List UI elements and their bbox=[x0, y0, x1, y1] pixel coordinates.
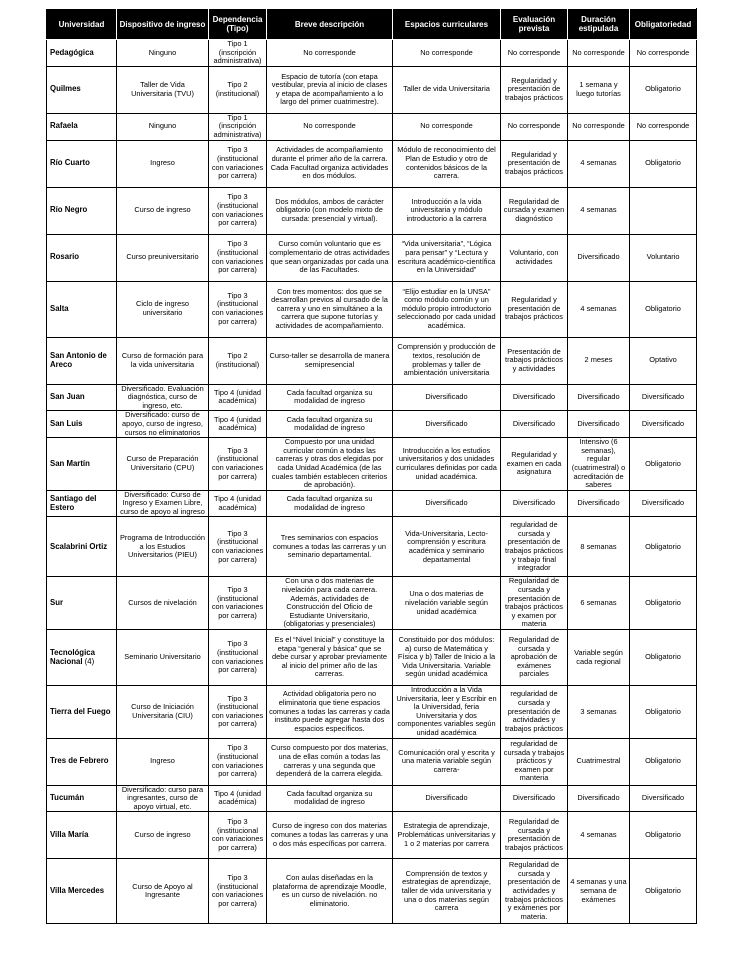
cell-dispositivo: Ingreso bbox=[117, 738, 209, 785]
cell-dependencia: Tipo 4 (unidad académica) bbox=[209, 411, 267, 438]
cell-universidad bbox=[47, 785, 117, 812]
cell-espacios: No corresponde bbox=[393, 40, 501, 67]
cell-dependencia: Tipo 4 (unidad académica) bbox=[209, 785, 267, 812]
cell-dependencia: Tipo 3 (institucional con variaciones por carrera) bbox=[209, 517, 267, 577]
header-row bbox=[47, 9, 697, 40]
table-row bbox=[47, 517, 697, 577]
cell-espacios: Vida-Universitaria, Lecto-comprensión y escritura académica y seminario departamental bbox=[393, 517, 501, 577]
table-row bbox=[47, 490, 697, 517]
cell-espacios: Constituido por dos módulos: a) curso de Matemática y Física y b) Taller de Inicio a la Vida Universitaria. Variable según unidad académica bbox=[393, 630, 501, 686]
cell-dispositivo: Curso de Apoyo al Ingresante bbox=[117, 859, 209, 924]
cell-duracion: No corresponde bbox=[568, 40, 630, 67]
table-row bbox=[47, 577, 697, 630]
cell-descripcion: Compuesto por una unidad curricular común a todas las carreras y otras dos elegidas por cada Unidad Académica (de las cuales también establecen criterios de aprobación). bbox=[267, 438, 393, 491]
header-dependencia: Dependencia (Tipo) bbox=[209, 9, 267, 40]
cell-obligatoriedad: Obligatorio bbox=[630, 517, 697, 577]
header-espacios: Espacios curriculares bbox=[393, 9, 501, 40]
cell-universidad bbox=[47, 187, 117, 234]
cell-obligatoriedad: Diversificado bbox=[630, 490, 697, 517]
cell-descripcion: Curso de ingreso con dos materias comunes a todas las carreras y una o dos más específicas por carrera. bbox=[267, 812, 393, 859]
cell-duracion: No corresponde bbox=[568, 113, 630, 140]
university-name: Sur bbox=[50, 597, 63, 607]
cell-evaluacion: Regularidad de cursada y examen diagnóstico bbox=[501, 187, 568, 234]
cell-duracion: 4 semanas bbox=[568, 281, 630, 337]
cell-descripcion: Con una o dos materias de nivelación para cada carrera. Además, actividades de Construcción del Oficio de Estudiante Universitario, (obligatorias y presenciales) bbox=[267, 577, 393, 630]
cell-obligatoriedad: Optativo bbox=[630, 337, 697, 384]
cell-duracion: Diversificado bbox=[568, 234, 630, 281]
cell-universidad bbox=[47, 577, 117, 630]
cell-universidad bbox=[47, 411, 117, 438]
cell-dispositivo: Ninguno bbox=[117, 40, 209, 67]
cell-universidad bbox=[47, 40, 117, 67]
cell-espacios: “Elijo estudiar en la UNSA” como módulo común y un módulo propio introductorio seleccionado por cada unidad académica. bbox=[393, 281, 501, 337]
cell-espacios: Una o dos materias de nivelación variable según unidad académica bbox=[393, 577, 501, 630]
cell-descripcion: Actividades de acompañamiento durante el primer año de la carrera. Cada Facultad organiza actividades en dos módulos. bbox=[267, 140, 393, 187]
cell-evaluacion: Presentación de trabajos prácticos y actividades bbox=[501, 337, 568, 384]
table-row bbox=[47, 686, 697, 739]
cell-dispositivo: Curso de Preparación Universitario (CPU) bbox=[117, 438, 209, 491]
cell-universidad bbox=[47, 384, 117, 411]
table-row bbox=[47, 438, 697, 491]
cell-descripcion: Tres seminarios con espacios comunes a todas las carreras y un seminario departamental. bbox=[267, 517, 393, 577]
cell-dependencia: Tipo 3 (institucional con variaciones por carrera) bbox=[209, 577, 267, 630]
cell-obligatoriedad: Obligatorio bbox=[630, 738, 697, 785]
cell-evaluacion: Regularidad y examen en cada asignatura bbox=[501, 438, 568, 491]
cell-dispositivo: Curso de Iniciación Universitaria (CIU) bbox=[117, 686, 209, 739]
cell-dependencia: Tipo 3 (institucional con variaciones por carrera) bbox=[209, 438, 267, 491]
cell-obligatoriedad: No corresponde bbox=[630, 113, 697, 140]
cell-duracion: Diversificado bbox=[568, 490, 630, 517]
cell-universidad bbox=[47, 859, 117, 924]
cell-dependencia: Tipo 1 (inscripción administrativa) bbox=[209, 40, 267, 67]
cell-evaluacion: Regularidad y presentación de trabajos prácticos bbox=[501, 140, 568, 187]
cell-dispositivo: Ciclo de ingreso universitario bbox=[117, 281, 209, 337]
university-name: Villa Mercedes bbox=[50, 886, 105, 896]
cell-espacios: Estrategia de aprendizaje, Problemáticas universitarias y 1 o 2 materias por carrera bbox=[393, 812, 501, 859]
cell-obligatoriedad: Voluntario bbox=[630, 234, 697, 281]
header-duracion: Duración estipulada bbox=[568, 9, 630, 40]
cell-universidad bbox=[47, 281, 117, 337]
cell-duracion: Cuatrimestral bbox=[568, 738, 630, 785]
cell-evaluacion: Regularidad de cursada y presentación de trabajos prácticos y examen por materia bbox=[501, 577, 568, 630]
cell-espacios: Diversificado bbox=[393, 384, 501, 411]
cell-dispositivo: Diversificado: curso para ingresantes, curso de apoyo virtual, etc. bbox=[117, 785, 209, 812]
header-dispositivo: Dispositivo de ingreso bbox=[117, 9, 209, 40]
cell-espacios: Comunicación oral y escrita y una materia variable según carrera- bbox=[393, 738, 501, 785]
cell-duracion: 1 semana y luego tutorías bbox=[568, 66, 630, 113]
cell-espacios: “Vida universitaria”, “Lógica para pensar” y “Lectura y escritura académico-científica en la Universidad” bbox=[393, 234, 501, 281]
header-evaluacion: Evaluación prevista bbox=[501, 9, 568, 40]
cell-universidad bbox=[47, 630, 117, 686]
table-row bbox=[47, 113, 697, 140]
cell-espacios: Diversificado bbox=[393, 785, 501, 812]
table-row bbox=[47, 40, 697, 67]
cell-descripcion: Es el “Nivel Inicial” y constituye la etapa “general y básica” que se debe cursar y aprobar previamente al inicio del primer año de las carreras. bbox=[267, 630, 393, 686]
cell-dependencia: Tipo 4 (unidad académica) bbox=[209, 490, 267, 517]
university-name: Santiago del Estero bbox=[50, 493, 97, 512]
cell-descripcion: Curso común voluntario que es complementario de otras actividades que sean organizadas por cada una de las Facultades. bbox=[267, 234, 393, 281]
cell-universidad bbox=[47, 686, 117, 739]
cell-duracion: 4 semanas bbox=[568, 812, 630, 859]
cell-evaluacion: Regularidad de cursada y aprobación de exámenes parciales bbox=[501, 630, 568, 686]
cell-dispositivo: Taller de Vida Universitaria (TVU) bbox=[117, 66, 209, 113]
cell-obligatoriedad: Obligatorio bbox=[630, 438, 697, 491]
cell-dispositivo: Diversificado. Evaluación diagnóstica, curso de ingreso, etc. bbox=[117, 384, 209, 411]
cell-universidad bbox=[47, 738, 117, 785]
cell-descripcion: Curso compuesto por dos materias, una de ellas común a todas las carreras y una segunda que dependerá de la carrera elegida. bbox=[267, 738, 393, 785]
cell-evaluacion: Regularidad y presentación de trabajos prácticos bbox=[501, 281, 568, 337]
cell-dispositivo: Programa de Introducción a los Estudios Universitarios (PIEU) bbox=[117, 517, 209, 577]
cell-obligatoriedad: Obligatorio bbox=[630, 140, 697, 187]
cell-obligatoriedad: Obligatorio bbox=[630, 281, 697, 337]
cell-descripcion: Actividad obligatoria pero no eliminatoria que tiene espacios comunes a todas las carreras y cada instituto puede agregar hasta dos espacios específicos. bbox=[267, 686, 393, 739]
cell-evaluacion: Voluntario, con actividades bbox=[501, 234, 568, 281]
cell-espacios: Diversificado bbox=[393, 411, 501, 438]
cell-dependencia: Tipo 1 (inscripción administrativa) bbox=[209, 113, 267, 140]
cell-descripcion: Cada facultad organiza su modalidad de ingreso bbox=[267, 411, 393, 438]
cell-evaluacion: Diversificado bbox=[501, 785, 568, 812]
cell-evaluacion: regularidad de cursada y presentación de actividades y trabajos prácticos bbox=[501, 686, 568, 739]
cell-duracion: 2 meses bbox=[568, 337, 630, 384]
cell-dispositivo: Ninguno bbox=[117, 113, 209, 140]
cell-dependencia: Tipo 2 (institucional) bbox=[209, 337, 267, 384]
cell-descripcion: Cada facultad organiza su modalidad de ingreso bbox=[267, 490, 393, 517]
cell-dependencia: Tipo 3 (institucional con variaciones por carrera) bbox=[209, 812, 267, 859]
cell-dispositivo: Diversificado: Curso de Ingreso y Examen Libre, curso de apoyo al ingreso bbox=[117, 490, 209, 517]
university-name: Tecnológica Nacional bbox=[50, 647, 95, 666]
university-name: Salta bbox=[50, 303, 69, 313]
cell-descripcion: Espacio de tutoría (con etapa vestibular, previa al inicio de clases y etapa de acompañamiento a lo largo del primer cuatrimestre). bbox=[267, 66, 393, 113]
university-name: San Antonio de Areco bbox=[50, 350, 107, 369]
table-row bbox=[47, 785, 697, 812]
table-row bbox=[47, 140, 697, 187]
cell-obligatoriedad bbox=[630, 187, 697, 234]
cell-obligatoriedad: Diversificado bbox=[630, 384, 697, 411]
cell-descripcion: No corresponde bbox=[267, 113, 393, 140]
university-name: San Luis bbox=[50, 418, 83, 428]
table-row bbox=[47, 812, 697, 859]
cell-obligatoriedad: Obligatorio bbox=[630, 577, 697, 630]
university-name: Río Cuarto bbox=[50, 158, 90, 168]
table-row bbox=[47, 384, 697, 411]
cell-duracion: Diversificado bbox=[568, 384, 630, 411]
cell-evaluacion: Regularidad de cursada y presentación de actividades y trabajos prácticos y exámenes por materia. bbox=[501, 859, 568, 924]
university-name: Rosario bbox=[50, 252, 80, 262]
cell-evaluacion: No corresponde bbox=[501, 113, 568, 140]
cell-dispositivo: Ingreso bbox=[117, 140, 209, 187]
cell-dispositivo: Seminario Universitario bbox=[117, 630, 209, 686]
cell-obligatoriedad: Diversificado bbox=[630, 785, 697, 812]
cell-dependencia: Tipo 3 (institucional con variaciones por carrera) bbox=[209, 187, 267, 234]
cell-duracion: 8 semanas bbox=[568, 517, 630, 577]
cell-dependencia: Tipo 3 (institucional con variaciones por carrera) bbox=[209, 738, 267, 785]
cell-obligatoriedad: No corresponde bbox=[630, 40, 697, 67]
cell-obligatoriedad: Obligatorio bbox=[630, 812, 697, 859]
cell-dispositivo: Cursos de nivelación bbox=[117, 577, 209, 630]
cell-universidad bbox=[47, 337, 117, 384]
cell-dispositivo: Curso de ingreso bbox=[117, 187, 209, 234]
cell-obligatoriedad: Obligatorio bbox=[630, 66, 697, 113]
university-name: Tucumán bbox=[50, 793, 85, 803]
cell-espacios: Taller de vida Universitaria bbox=[393, 66, 501, 113]
university-name: Rafaela bbox=[50, 121, 78, 131]
cell-evaluacion: Regularidad de cursada y presentación de trabajos prácticos bbox=[501, 812, 568, 859]
cell-descripcion: Cada facultad organiza su modalidad de ingreso bbox=[267, 384, 393, 411]
university-name: Río Negro bbox=[50, 205, 88, 215]
cell-duracion: 6 semanas bbox=[568, 577, 630, 630]
cell-espacios: Introducción a los estudios universitarios y dos unidades curriculares definidas por cada unidad académica. bbox=[393, 438, 501, 491]
university-name: Quilmes bbox=[50, 84, 81, 94]
cell-universidad bbox=[47, 490, 117, 517]
table-row bbox=[47, 66, 697, 113]
cell-dispositivo: Diversificado: curso de apoyo, curso de ingreso, cursos no eliminatorios bbox=[117, 411, 209, 438]
cell-evaluacion: Diversificado bbox=[501, 490, 568, 517]
cell-universidad bbox=[47, 140, 117, 187]
university-name: San Juan bbox=[50, 392, 85, 402]
table-row bbox=[47, 411, 697, 438]
table-row bbox=[47, 859, 697, 924]
cell-espacios: No corresponde bbox=[393, 113, 501, 140]
cell-obligatoriedad: Obligatorio bbox=[630, 859, 697, 924]
cell-descripcion: Cada facultad organiza su modalidad de ingreso bbox=[267, 785, 393, 812]
cell-descripcion: No corresponde bbox=[267, 40, 393, 67]
university-name: Villa María bbox=[50, 830, 89, 840]
cell-descripcion: Dos módulos, ambos de carácter obligatorio (con modelo mixto de cursada: presencial y virtual). bbox=[267, 187, 393, 234]
cell-universidad bbox=[47, 113, 117, 140]
cell-dependencia: Tipo 3 (institucional con variaciones por carrera) bbox=[209, 859, 267, 924]
table-row bbox=[47, 337, 697, 384]
table-row bbox=[47, 234, 697, 281]
university-name: Tres de Febrero bbox=[50, 756, 109, 766]
university-name: Pedagógica bbox=[50, 47, 94, 57]
cell-duracion: Diversificado bbox=[568, 411, 630, 438]
cell-descripcion: Con aulas diseñadas en la plataforma de aprendizaje Moodle, es un curso de nivelación. no eliminatorio. bbox=[267, 859, 393, 924]
cell-dependencia: Tipo 4 (unidad académica) bbox=[209, 384, 267, 411]
cell-obligatoriedad: Diversificado bbox=[630, 411, 697, 438]
cell-espacios: Introducción a la Vida Universitaria, leer y Escribir en la Universidad, feria Universitaria y dos componentes variables según unidad académica bbox=[393, 686, 501, 739]
cell-dependencia: Tipo 2 (institucional) bbox=[209, 66, 267, 113]
table-row bbox=[47, 187, 697, 234]
university-name: Tierra del Fuego bbox=[50, 706, 111, 716]
cell-dispositivo: Curso de formación para la vida universitaria bbox=[117, 337, 209, 384]
cell-duracion: Intensivo (6 semanas), regular (cuatrimestral) o acreditación de saberes bbox=[568, 438, 630, 491]
cell-duracion: 3 semanas bbox=[568, 686, 630, 739]
table-row bbox=[47, 281, 697, 337]
cell-universidad bbox=[47, 812, 117, 859]
cell-espacios: Módulo de reconocimiento del Plan de Estudio y otro de contenidos básicos de la carrera. bbox=[393, 140, 501, 187]
university-note: (4) bbox=[84, 656, 95, 666]
header-universidad: Universidad bbox=[47, 9, 117, 40]
cell-universidad bbox=[47, 517, 117, 577]
header-descripcion: Breve descripción bbox=[267, 9, 393, 40]
cell-evaluacion: Regularidad y presentación de trabajos prácticos bbox=[501, 66, 568, 113]
cell-universidad bbox=[47, 234, 117, 281]
cell-duracion: Variable según cada regional bbox=[568, 630, 630, 686]
cell-descripcion: Con tres momentos: dos que se desarrollan previos al cursado de la carrera y uno en simultáneo a la carrera que supone tutorías y actividades de acompañamiento. bbox=[267, 281, 393, 337]
header-obligatoriedad: Obligatoriedad bbox=[630, 9, 697, 40]
cell-universidad bbox=[47, 438, 117, 491]
cell-evaluacion: regularidad de cursada y presentación de trabajos prácticos y trabajo final integrador bbox=[501, 517, 568, 577]
table-row bbox=[47, 738, 697, 785]
cell-descripcion: Curso-taller se desarrolla de manera semipresencial bbox=[267, 337, 393, 384]
cell-dependencia: Tipo 3 (institucional con variaciones por carrera) bbox=[209, 140, 267, 187]
cell-evaluacion: regularidad de cursada y trabajos prácticos y examen por manteria bbox=[501, 738, 568, 785]
cell-espacios: Comprensión de textos y estrategias de aprendizaje, taller de vida universitaria y una o dos materias según carrera bbox=[393, 859, 501, 924]
cell-obligatoriedad: Obligatorio bbox=[630, 630, 697, 686]
cell-duracion: 4 semanas bbox=[568, 140, 630, 187]
university-name: San Martín bbox=[50, 458, 90, 468]
admission-table bbox=[46, 8, 697, 924]
cell-dependencia: Tipo 3 (institucional con variaciones por carrera) bbox=[209, 686, 267, 739]
cell-evaluacion: No corresponde bbox=[501, 40, 568, 67]
cell-duracion: 4 semanas bbox=[568, 187, 630, 234]
cell-evaluacion: Diversificado bbox=[501, 411, 568, 438]
cell-duracion: Diversificado bbox=[568, 785, 630, 812]
cell-dispositivo: Curso de ingreso bbox=[117, 812, 209, 859]
cell-duracion: 4 semanas y una semana de exámenes bbox=[568, 859, 630, 924]
university-name: Scalabrini Ortiz bbox=[50, 541, 108, 551]
cell-dispositivo: Curso preuniversitario bbox=[117, 234, 209, 281]
cell-obligatoriedad: Obligatorio bbox=[630, 686, 697, 739]
cell-evaluacion: Diversificado bbox=[501, 384, 568, 411]
cell-espacios: Introducción a la vida universitaria y módulo introductorio a la carrera bbox=[393, 187, 501, 234]
cell-espacios: Diversificado bbox=[393, 490, 501, 517]
table-row bbox=[47, 630, 697, 686]
cell-universidad bbox=[47, 66, 117, 113]
cell-espacios: Comprensión y producción de textos, resolución de problemas y taller de ambientación universitaria bbox=[393, 337, 501, 384]
cell-dependencia: Tipo 3 (institucional con variaciones por carrera) bbox=[209, 281, 267, 337]
cell-dependencia: Tipo 3 (institucional con variaciones por carrera) bbox=[209, 630, 267, 686]
cell-dependencia: Tipo 3 (institucional con variaciones por carrera) bbox=[209, 234, 267, 281]
